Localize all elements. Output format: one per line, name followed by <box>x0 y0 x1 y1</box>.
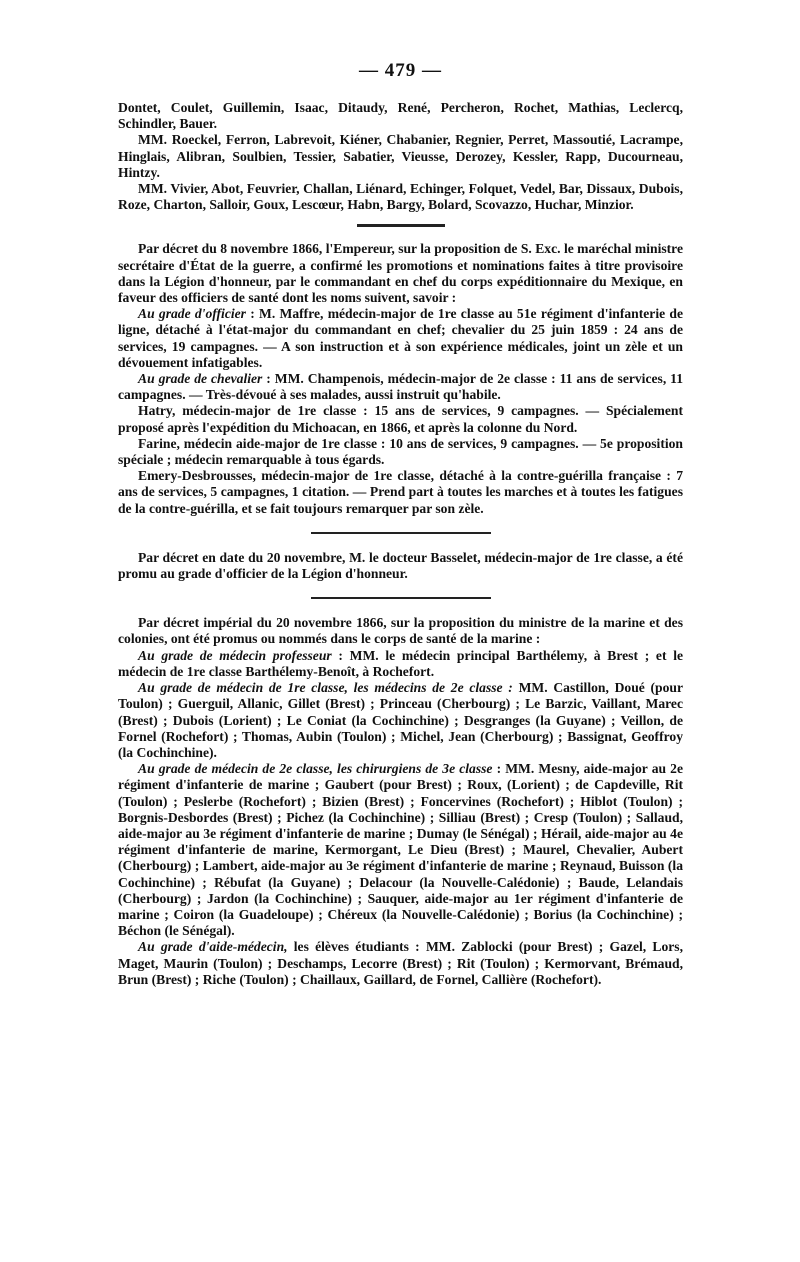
grade-officier-text: : M. Maffre, médecin-major de 1re classe au 51e régiment d'infanterie de ligne, détaché à l'état-major du commandant en chef; chevalier du 25 juin 1859 : 24 ans de services, 19 campagnes. — A son instruction et à son expérience médicales, joint un zèle et un dévouement infatigables. <box>118 306 683 370</box>
grade-officier-label: Au grade d'officier <box>138 306 246 322</box>
marine-decree-intro: Par décret impérial du 20 novembre 1866, sur la proposition du ministre de la marine et des colonies, ont été promus ou nommés dans le corps de santé de la marine : <box>118 615 683 647</box>
grade-professeur-label: Au grade de médecin professeur <box>138 647 332 663</box>
grade-second-class-label: Au grade de médecin de 2e classe, les chirurgiens de 3e classe <box>138 761 493 777</box>
grade-chevalier-text: : MM. Champenois, médecin-major de 2e classe : 11 ans de services, 11 campagnes. — Très-dévoué à ses malades, aussi instruit qu'habile. <box>118 371 683 403</box>
name-list-2: MM. Roeckel, Ferron, Labrevoit, Kiéner, Chabanier, Regnier, Perret, Massoutié, Lacrampe, Hinglais, Alibran, Soulbien, Tessier, Sabatier, Vieusse, Derozey, Kessler, Rapp, Ducourneau, Hintzy. <box>118 132 683 180</box>
grade-first-class-label: Au grade de médecin de 1re classe, les médecins de 2e classe : <box>138 680 513 696</box>
basselet-decree: Par décret en date du 20 novembre, M. le docteur Basselet, médecin-major de 1re classe, a été promu au grade d'officier de la Légion d'honneur. <box>118 549 683 582</box>
grade-aide-medecin-paragraph <box>118 939 683 988</box>
hatry-paragraph: Hatry, médecin-major de 1re classe : 15 ans de services, 9 campagnes. — Spécialement proposé après l'expédition du Michoacan, en 1866, et après la colonne du Nord. <box>118 403 683 435</box>
decree-intro: Par décret du 8 novembre 1866, l'Empereur, sur la proposition de S. Exc. le maréchal ministre secrétaire d'État de la guerre, a confirmé les promotions et nominations faites à titre provisoire dans la Légion d'honneur, par le commandant en chef du corps expéditionnaire du Mexique, en faveur des officiers de santé dont les noms suivent, savoir : <box>118 241 683 306</box>
grade-first-class-text: MM. Castillon, Doué (pour Toulon) ; Guerguil, Allanic, Gillet (Brest) ; Princeau (Cherbourg) ; Le Barzic, Vaillant, Marec (Brest) ; Dubois (Lorient) ; Le Coniat (la Cochinchine) ; Desgranges (la Guyane) ; Veillon, de Fornel (Rochefort) ; Thomas, Aubin (Toulon) ; Michel, Jean (Cherbourg) ; Bassignat, Geoffroy (la Cochinchine). <box>118 680 683 760</box>
section-divider <box>357 224 445 227</box>
grade-second-class-text: : MM. Mesny, aide-major au 2e régiment d'infanterie de marine ; Gaubert (pour Brest) ; Roux, (Lorient) ; de Capdeville, Rit (Toulon) ; Peslerbe (Rochefort) ; Bizien (Brest) ; Foncervines (Rochefort) ; Hiblot (Toulon) ; Borgnis-Desbordes (Brest) ; Pichez (la Cochinchine) ; Silliau (Brest) ; Cresp (Toulon) ; Sallaud, aide-major au 3e régiment d'infanterie de marine ; Dumay (le Sénégal) ; Hérail, aide-major au 4e régiment d'infanterie de marine, Kermorgant, Le Dieu (Brest) ; Maurel, Chevalier, Aubert (Cherbourg) ; Lambert, aide-major au 3e régiment d'infanterie de marine ; Reynaud, Buisson (la Cochinchine) ; Rébufat (la Guyane) ; Delacour (la Nouvelle-Calédonie) ; Baude, Lelandais (Cherbourg) ; Jardon (la Cochinchine) ; Sauquer, aide-major au 1er régiment d'infanterie de marine ; Coiron (la Guadeloupe) ; Chéreux (la Nouvelle-Calédonie) ; Borius (la Cochinchine) ; Béchon (le Sénégal). <box>118 761 683 939</box>
section-divider <box>311 532 491 534</box>
grade-aide-medecin-text: les élèves étudiants : MM. Zablocki (pour Brest) ; Gazel, Lors, Maget, Maurin (Toulon) ; Deschamps, Lecorre (Brest) ; Rit (Toulon) ; Kermorvant, Brémaud, Brun (Brest) ; Riche (Toulon) ; Chaillaux, Gaillard, de Fornel, Callière (Rochefort). <box>118 939 683 987</box>
page-number: — 479 — <box>359 60 442 81</box>
grade-first-class-paragraph <box>118 680 683 761</box>
grade-second-class-paragraph <box>118 761 683 939</box>
section-divider <box>311 597 491 599</box>
farine-paragraph: Farine, médecin aide-major de 1re classe : 10 ans de services, 9 campagnes. — 5e proposition spéciale ; médecin remarquable à tous égards. <box>118 435 683 468</box>
emery-paragraph: Emery-Desbrousses, médecin-major de 1re classe, détaché à la contre-guérilla française : 7 ans de services, 5 campagnes, 1 citation. — Prend part à toutes les marches et à toutes les fatigues de la contre-guérilla, et se fait toujours remarquer par son zèle. <box>118 468 683 516</box>
name-list-3: MM. Vivier, Abot, Feuvrier, Challan, Liénard, Echinger, Folquet, Vedel, Bar, Dissaux, Dubois, Roze, Charton, Salloir, Goux, Lescœur, Habn, Bargy, Bolard, Scovazzo, Huchar, Minzior. <box>118 181 683 213</box>
grade-professeur-paragraph <box>118 648 683 680</box>
grade-professeur-text: : MM. le médecin principal Barthélemy, à Brest ; et le médecin de 1re classe Barthélemy-Benoît, à Rochefort. <box>118 647 683 679</box>
grade-aide-medecin-label: Au grade d'aide-médecin, <box>138 939 288 955</box>
name-list-1: Dontet, Coulet, Guillemin, Isaac, Ditaudy, René, Percheron, Rochet, Mathias, Leclercq, Schindler, Bauer. <box>118 100 683 132</box>
grade-chevalier-label: Au grade de chevalier <box>138 371 263 387</box>
page <box>118 60 683 988</box>
grade-chevalier-paragraph <box>118 371 683 403</box>
grade-officier-paragraph <box>118 306 683 371</box>
